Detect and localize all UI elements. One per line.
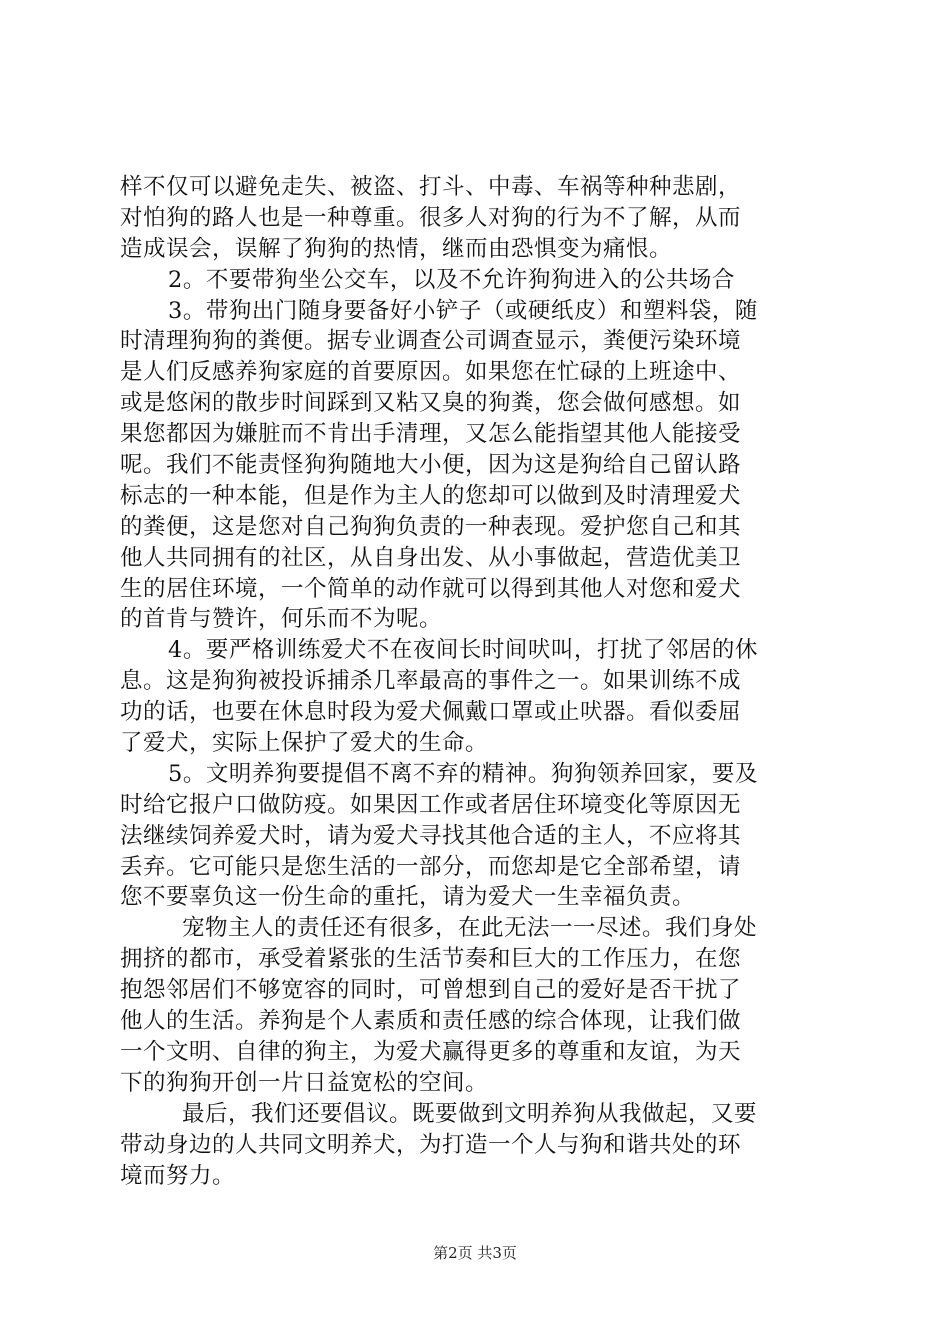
text-line: 的粪便，这是您对自己狗狗负责的一种表现。爱护您自己和其	[120, 513, 742, 540]
text-line: 抱怨邻居们不够宽容的同时，可曾想到自己的爱好是否干扰了	[120, 977, 742, 1004]
text-line: 样不仅可以避免走失、被盗、打斗、中毒、车祸等种种悲剧，	[120, 174, 742, 200]
text-line: 一个文明、自律的狗主，为爱犬赢得更多的尊重和友谊，为天	[120, 1038, 742, 1065]
list-item-5: 5。文明养狗要提倡不离不弃的精神。狗狗领养回家，要及	[168, 760, 758, 787]
paragraph-start: 宠物主人的责任还有很多，在此无法一一尽述。我们身处	[182, 915, 758, 942]
paragraph-start: 最后，我们还要倡议。既要做到文明养狗从我做起，又要	[182, 1100, 758, 1127]
text-line: 带动身边的人共同文明养犬，为打造一个人与狗和谐共处的环	[120, 1131, 742, 1158]
list-item-3: 3。带狗出门随身要备好小铲子（或硬纸皮）和塑料袋，随	[168, 297, 758, 324]
text-line: 拥挤的都市，承受着紧张的生活节奏和巨大的工作压力，在您	[120, 946, 742, 973]
page-number: 第2页 共3页	[433, 1244, 517, 1262]
text-line: 他人共同拥有的社区，从自身出发、从小事做起，营造优美卫	[120, 544, 742, 571]
text-line: 功的话，也要在休息时段为爱犬佩戴口罩或止吠器。看似委屈	[120, 699, 742, 726]
text-line: 丢弃。它可能只是您生活的一部分，而您却是它全部希望，请	[120, 853, 742, 880]
text-line: 果您都因为嫌脏而不肯出手清理，又怎么能指望其他人能接受	[120, 421, 742, 448]
text-line: 生的居住环境，一个简单的动作就可以得到其他人对您和爱犬	[120, 575, 742, 602]
text-line: 他人的生活。养狗是个人素质和责任感的综合体现，让我们做	[120, 1008, 742, 1035]
text-line: 了爱犬，实际上保护了爱犬的生命。	[120, 730, 489, 757]
text-line: 或是悠闲的散步时间踩到又粘又臭的狗粪，您会做何感想。如	[120, 390, 742, 417]
text-line: 标志的一种本能，但是作为主人的您却可以做到及时清理爱犬	[120, 482, 742, 509]
text-line: 时给它报户口做防疫。如果因工作或者居住环境变化等原因无	[120, 791, 742, 818]
text-line: 时清理狗狗的粪便。据专业调查公司调查显示，粪便污染环境	[120, 328, 742, 355]
text-line: 息。这是狗狗被投诉捕杀几率最高的事件之一。如果训练不成	[120, 668, 742, 695]
text-line: 造成误会，误解了狗狗的热情，继而由恐惧变为痛恨。	[120, 235, 673, 262]
text-line: 的首肯与赞许，何乐而不为呢。	[120, 606, 443, 633]
list-item-2: 2。不要带狗坐公交车，以及不允许狗狗进入的公共场合	[168, 266, 735, 293]
text-line: 法继续饲养爱犬时，请为爱犬寻找其他合适的主人，不应将其	[120, 822, 742, 849]
text-line: 对怕狗的路人也是一种尊重。很多人对狗的行为不了解，从而	[120, 204, 742, 231]
text-line: 您不要辜负这一份生命的重托，请为爱犬一生幸福负责。	[120, 884, 696, 911]
list-item-4: 4。要严格训练爱犬不在夜间长时间吠叫，打扰了邻居的休	[168, 637, 758, 664]
text-line: 呢。我们不能责怪狗狗随地大小便，因为这是狗给自己留认路	[120, 452, 742, 479]
document-body	[120, 172, 830, 1191]
text-line: 下的狗狗开创一片日益宽松的空间。	[120, 1069, 489, 1096]
text-line: 境而努力。	[120, 1162, 236, 1189]
text-line: 是人们反感养狗家庭的首要原因。如果您在忙碌的上班途中、	[120, 359, 742, 386]
